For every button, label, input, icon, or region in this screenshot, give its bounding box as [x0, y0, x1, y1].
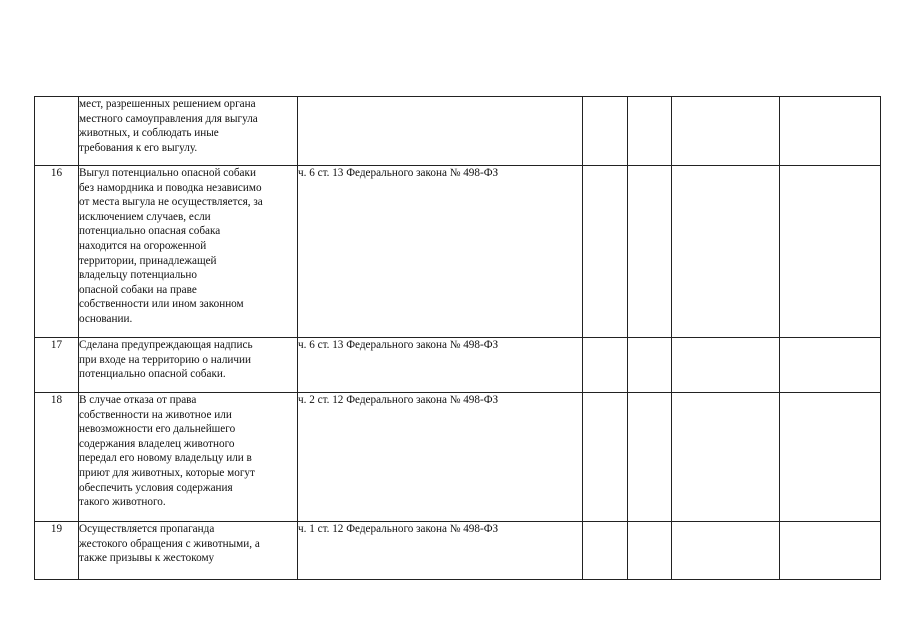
not-applicable-cell — [672, 97, 780, 166]
not-applicable-cell — [672, 393, 780, 522]
answer-yes-cell — [583, 338, 628, 393]
answer-no-cell — [628, 522, 672, 580]
table-row — [35, 166, 881, 338]
table-row — [35, 522, 881, 580]
legal-reference: ч. 6 ст. 13 Федерального закона № 498-ФЗ — [298, 338, 583, 393]
table-row — [35, 393, 881, 522]
note-cell — [780, 166, 881, 338]
answer-no-cell — [628, 393, 672, 522]
requirement-text: Сделана предупреждающая надпись при входе на территорию о наличии потенциально опасной собаки. — [79, 338, 298, 393]
note-cell — [780, 393, 881, 522]
row-number: 19 — [35, 522, 79, 580]
row-number: 17 — [35, 338, 79, 393]
note-cell — [780, 522, 881, 580]
not-applicable-cell — [672, 522, 780, 580]
answer-yes-cell — [583, 522, 628, 580]
answer-yes-cell — [583, 166, 628, 338]
row-number — [35, 97, 79, 166]
requirement-text: Осуществляется пропаганда жестокого обращения с животными, а также призывы к жестокому — [79, 522, 298, 580]
answer-yes-cell — [583, 97, 628, 166]
legal-reference: ч. 1 ст. 12 Федерального закона № 498-ФЗ — [298, 522, 583, 580]
requirement-text: мест, разрешенных решением органа местного самоуправления для выгула животных, и соблюдать иные требования к его выгулу. — [79, 97, 298, 166]
answer-no-cell — [628, 166, 672, 338]
note-cell — [780, 97, 881, 166]
not-applicable-cell — [672, 338, 780, 393]
answer-no-cell — [628, 338, 672, 393]
requirement-text: В случае отказа от права собственности на животное или невозможности его дальнейшего содержания владелец животного передал его новому владельцу или в приют для животных, которые могут обеспечить условия содержания такого животного. — [79, 393, 298, 522]
table-row — [35, 338, 881, 393]
note-cell — [780, 338, 881, 393]
checklist-table — [34, 96, 881, 580]
answer-no-cell — [628, 97, 672, 166]
requirement-text: Выгул потенциально опасной собаки без намордника и поводка независимо от места выгула не осуществляется, за исключением случаев, если потенциально опасная собака находится на огороженной территории, принадлежащей владельцу потенциально опасной собаки на праве собственности или ином законном основании. — [79, 166, 298, 338]
legal-reference — [298, 97, 583, 166]
legal-reference: ч. 6 ст. 13 Федерального закона № 498-ФЗ — [298, 166, 583, 338]
answer-yes-cell — [583, 393, 628, 522]
not-applicable-cell — [672, 166, 780, 338]
table-row — [35, 97, 881, 166]
row-number: 16 — [35, 166, 79, 338]
legal-reference: ч. 2 ст. 12 Федерального закона № 498-ФЗ — [298, 393, 583, 522]
row-number: 18 — [35, 393, 79, 522]
